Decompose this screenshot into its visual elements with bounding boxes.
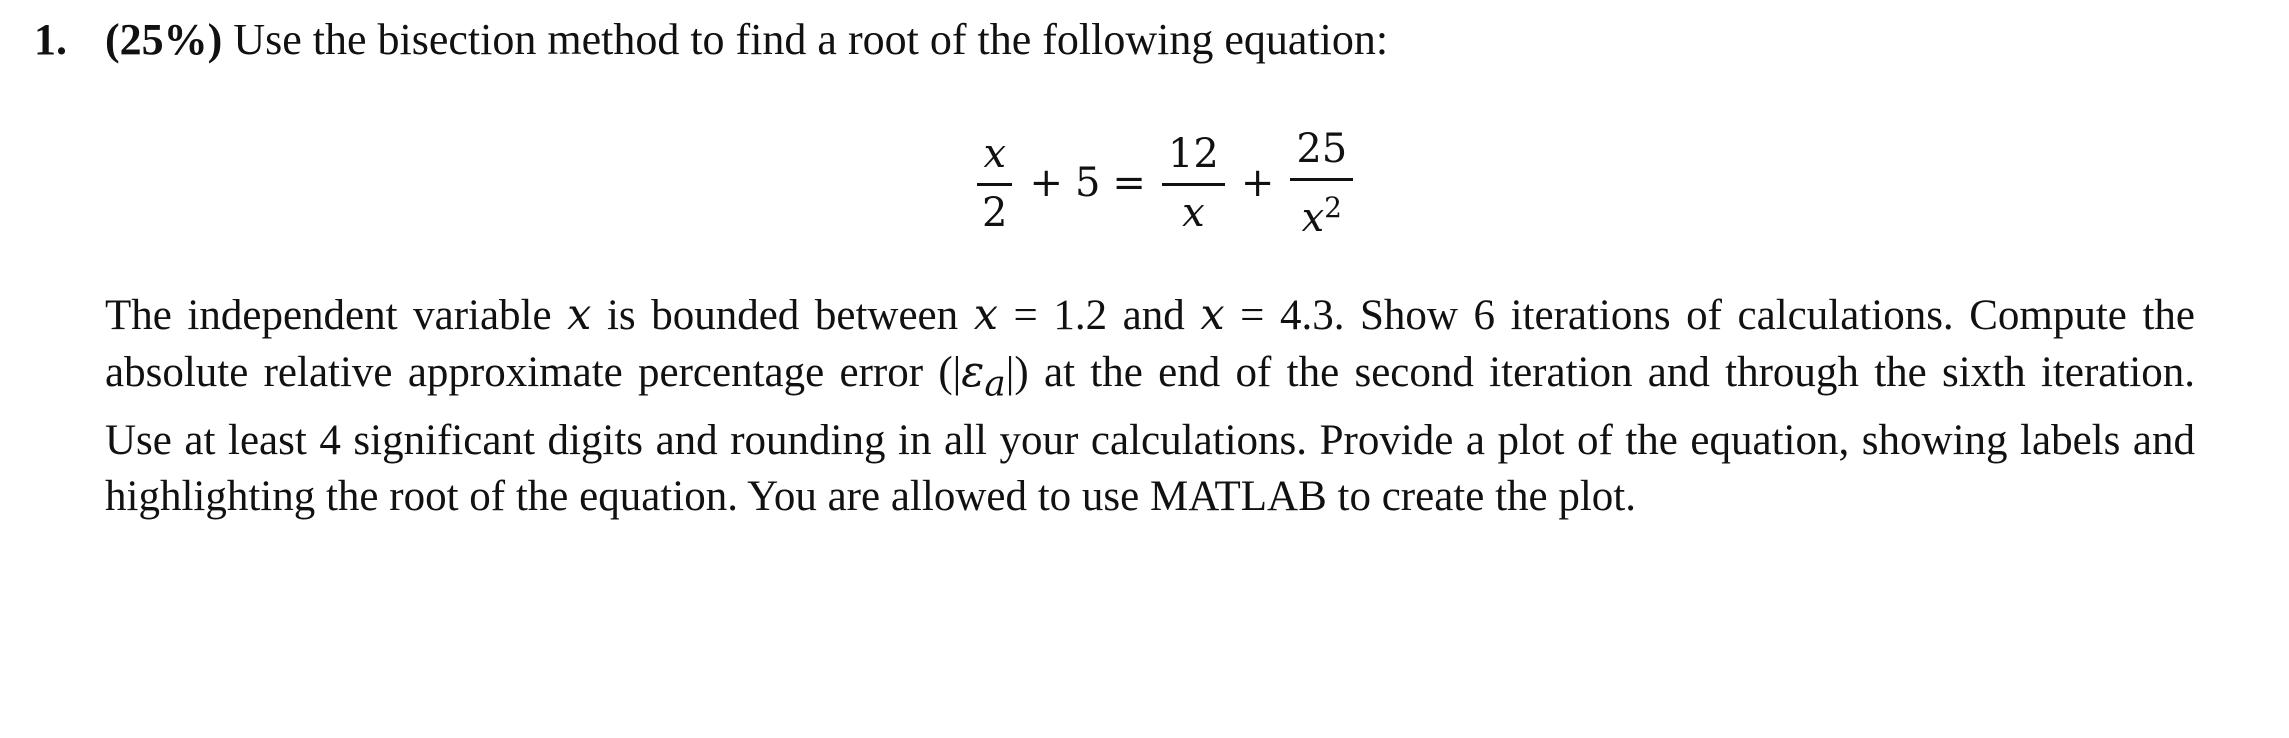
text-segment: = 4.3. Show 6 iterations of calculations. Compute the absolute relative approximate percentage error (| (105, 292, 2195, 396)
text-segment: |) at the end of the second iteration and through the sixth iteration. Use at least 4 significant digits and rounding in all your calculations. Provide a plot of the equation, showing labels and highlighting the root of the equation. You are allowed to use MATLAB to create the plot. (105, 349, 2195, 520)
problem-header (34, 14, 1388, 66)
constant-term: 5 (1074, 160, 1101, 206)
fraction-denominator: 2 (982, 189, 1008, 236)
text-segment: The independent variable (105, 292, 568, 339)
fraction-denominator (1296, 181, 1348, 241)
problem-number: 1. (34, 15, 67, 64)
fraction-numerator: 25 (1290, 126, 1353, 181)
math-variable: x (1200, 290, 1225, 340)
fraction-numerator: 12 (1162, 131, 1225, 186)
equals-operator: = (1112, 160, 1146, 206)
text-segment: is bounded between (591, 292, 974, 339)
fraction-denominator: x (1182, 189, 1205, 236)
math-variable: x (973, 290, 998, 340)
problem-description (105, 287, 2195, 525)
epsilon-subscript: a (984, 363, 1006, 405)
fraction-25-over-x-squared (1290, 126, 1353, 241)
exponent: 2 (1324, 190, 1342, 224)
fraction-x-over-2 (976, 131, 1013, 236)
equation (972, 118, 1357, 248)
epsilon-symbol: ε (961, 347, 985, 397)
math-variable: x (567, 290, 592, 340)
problem-weight: (25%) (105, 15, 223, 64)
problem-prompt: Use the bisection method to find a root of the following equation: (222, 15, 1389, 64)
plus-operator: + (1029, 160, 1063, 206)
plus-operator: + (1240, 160, 1275, 206)
text-segment: = 1.2 and (997, 292, 1201, 339)
fraction-12-over-x (1162, 131, 1225, 236)
fraction-numerator: x (977, 131, 1012, 186)
denominator-base: x (1301, 194, 1325, 241)
